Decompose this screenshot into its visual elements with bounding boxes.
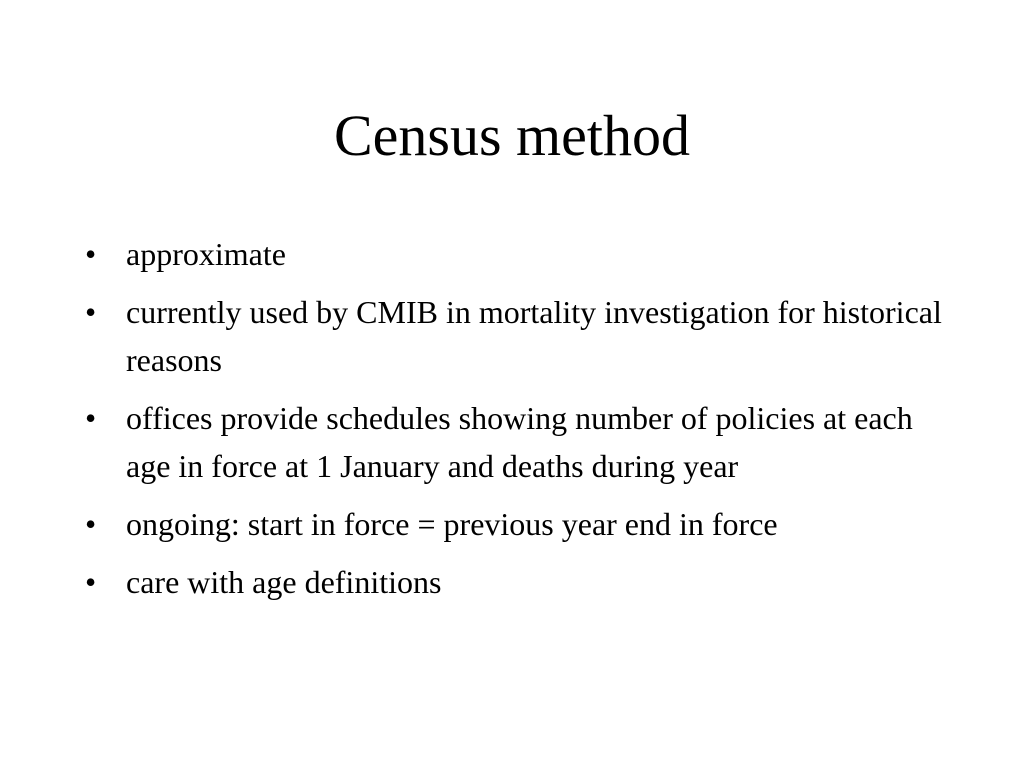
bullet-text: offices provide schedules showing number of policies at each age in force at 1 January and deaths during year [126, 400, 913, 484]
slide-title: Census method [333, 103, 691, 168]
bullet-text: approximate [126, 236, 286, 272]
bullet-marker: • [85, 564, 97, 600]
bullet-marker: • [85, 400, 97, 436]
bullet-item [85, 230, 965, 278]
bullet-text: ongoing: start in force = previous year end in force [126, 506, 778, 542]
bullet-text: care with age definitions [126, 564, 442, 600]
bullet-marker: • [85, 506, 97, 542]
bullet-item [85, 394, 965, 490]
bullet-item [85, 288, 965, 384]
bullet-item [85, 558, 965, 606]
bullet-marker: • [85, 294, 97, 330]
bullet-item [85, 500, 965, 548]
bullet-text: currently used by CMIB in mortality investigation for historical reasons [126, 294, 942, 378]
bullet-list [85, 230, 965, 616]
bullet-marker: • [85, 236, 97, 272]
